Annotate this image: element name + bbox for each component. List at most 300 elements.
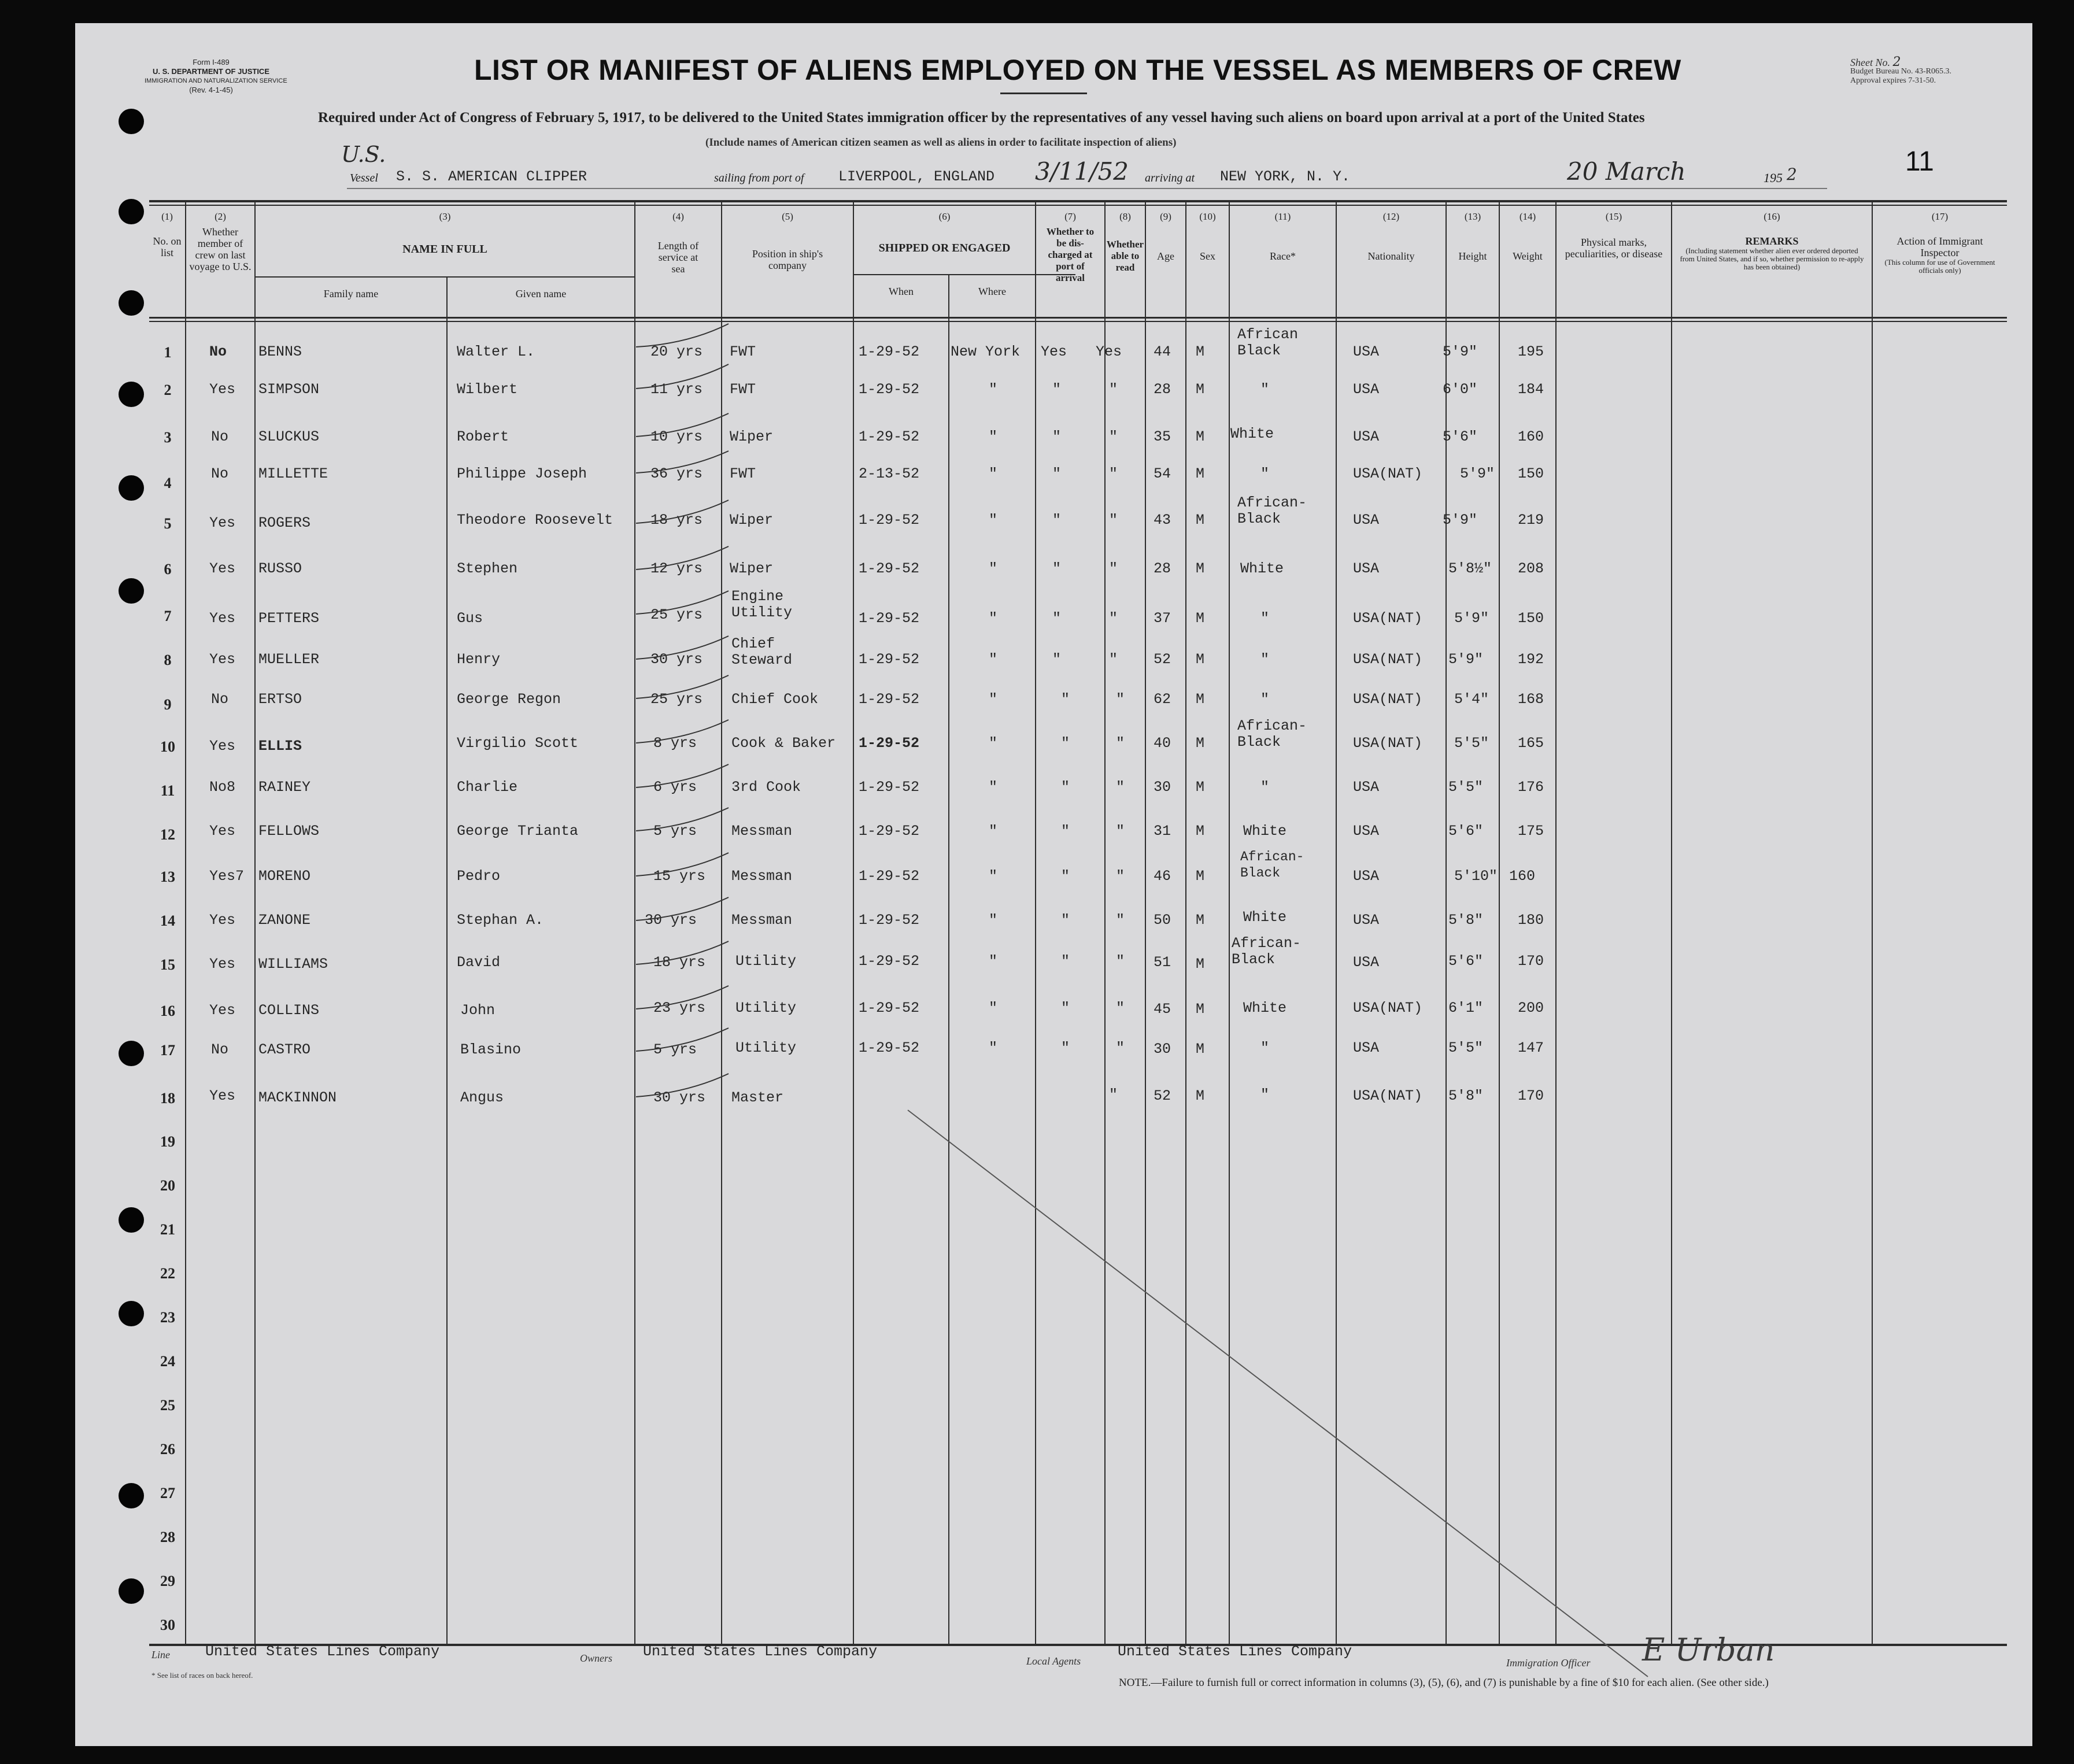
cell-family: SIMPSON	[258, 381, 320, 398]
cell-nationality: USA	[1353, 428, 1380, 445]
cell-service: 8 yrs	[653, 735, 697, 752]
row-number: 12	[160, 826, 175, 843]
cell-height: 5'9"	[1454, 610, 1489, 627]
cell-weight: 192	[1518, 651, 1544, 668]
cell-given: Stephen	[457, 560, 518, 577]
cell-race: African-Black	[1232, 935, 1302, 968]
cell-height: 5'9"	[1460, 465, 1495, 482]
cell-weight: 165	[1518, 735, 1544, 752]
cell-when: 1-29-52	[859, 651, 920, 668]
cell-given: John	[460, 1002, 496, 1019]
cell-voyage: Yes	[209, 1002, 236, 1019]
cell-given: Blasino	[460, 1041, 522, 1058]
col-label: Whether able to read	[1106, 239, 1144, 273]
port-from: LIVERPOOL, ENGLAND	[838, 168, 995, 185]
cell-service: 30 yrs	[645, 912, 697, 929]
cell-service: 18 yrs	[650, 512, 703, 528]
col-num: (15)	[1605, 211, 1622, 222]
cell-family: RAINEY	[258, 779, 311, 796]
cell-family: ROGERS	[258, 515, 311, 531]
cell-sex: M	[1196, 912, 1205, 929]
cell-height: 5'9"	[1448, 651, 1484, 668]
col-num: (12)	[1382, 211, 1400, 222]
cell-height: 5'9"	[1443, 512, 1478, 528]
col-num: (5)	[782, 211, 793, 222]
row-number: 23	[160, 1309, 175, 1326]
row-number: 4	[164, 475, 172, 491]
cell-race: African-Black	[1237, 494, 1307, 527]
col-label: No. on list	[153, 235, 182, 258]
row-number: 13	[160, 868, 175, 885]
cell-nationality: USA	[1353, 779, 1380, 796]
cell-discharged: "	[1052, 381, 1062, 398]
cell-given: David	[457, 954, 501, 971]
cell-age: 28	[1154, 560, 1171, 577]
cell-race: "	[1260, 610, 1270, 627]
agents-value: United States Lines Company	[1118, 1643, 1352, 1660]
cell-discharged: "	[1052, 465, 1062, 482]
cell-where: "	[989, 560, 998, 577]
page-title: LIST OR MANIFEST OF ALIENS EMPLOYED ON THE VESSEL AS MEMBERS OF CREW	[474, 54, 1681, 86]
row-number: 9	[164, 696, 172, 713]
cell-family: ELLIS	[258, 738, 302, 755]
cell-given: Wilbert	[457, 381, 518, 398]
cell-height: 5'9"	[1443, 343, 1478, 360]
budget-bureau: Budget Bureau No. 43-R065.3.	[1850, 67, 1951, 76]
cell-when: 1-29-52	[859, 1040, 920, 1056]
cell-read: "	[1116, 779, 1125, 796]
cell-voyage: Yes	[209, 912, 236, 929]
agents-label: Local Agents	[1026, 1655, 1081, 1667]
col-sub-family: Family name	[323, 288, 379, 299]
sailing-label: sailing from port of	[714, 172, 804, 184]
cell-voyage: Yes	[209, 738, 236, 755]
cell-when: 1-29-52	[859, 381, 920, 398]
cell-weight: 147	[1518, 1040, 1544, 1056]
cell-position: 3rd Cook	[731, 779, 801, 796]
service-name: IMMIGRATION AND NATURALIZATION SERVICE	[145, 77, 287, 84]
row-number: 24	[160, 1353, 175, 1370]
cell-discharged: "	[1061, 779, 1070, 796]
cell-height: 5'8½"	[1448, 560, 1492, 577]
cell-voyage: Yes	[209, 651, 236, 668]
cell-race: White	[1240, 560, 1284, 577]
cell-age: 31	[1154, 823, 1171, 840]
cell-age: 28	[1154, 381, 1171, 398]
cell-height: 6'1"	[1448, 1000, 1484, 1016]
cell-service: 10 yrs	[650, 428, 703, 445]
cell-position: Messman	[731, 868, 793, 885]
cell-position: Messman	[731, 912, 793, 929]
cell-age: 50	[1154, 912, 1171, 929]
cell-weight: 150	[1518, 610, 1544, 627]
cell-service: 30 yrs	[650, 651, 703, 668]
page-number: 11	[1905, 146, 1934, 177]
cell-race: White	[1230, 426, 1274, 442]
cell-voyage: No8	[209, 779, 236, 796]
cell-where: New York	[951, 343, 1021, 360]
cell-position: Utility	[735, 953, 797, 970]
cell-given: Philippe Joseph	[457, 465, 587, 482]
cell-service: 5 yrs	[653, 823, 697, 840]
cell-race: "	[1260, 651, 1270, 668]
vessel-name: S. S. AMERICAN CLIPPER	[396, 168, 587, 185]
sailing-date: 3/11/52	[1035, 157, 1129, 186]
cell-given: Robert	[457, 428, 509, 445]
row-number: 18	[160, 1090, 175, 1107]
col-label: Nationality	[1367, 250, 1415, 262]
cell-read: "	[1109, 512, 1118, 528]
cell-position: Wiper	[730, 512, 774, 528]
cell-where: "	[989, 1000, 998, 1016]
col-label: Whether to be dis-charged at port of arrival	[1046, 226, 1095, 283]
cell-voyage: Yes	[209, 610, 236, 627]
row-number: 3	[164, 429, 172, 446]
cell-service: 30 yrs	[653, 1089, 706, 1106]
cell-family: RUSSO	[258, 560, 302, 577]
cell-discharged: "	[1061, 868, 1070, 885]
cell-given: Charlie	[457, 779, 518, 796]
cell-race: White	[1243, 909, 1287, 926]
cell-when: 1-29-52	[859, 912, 920, 929]
cell-voyage: Yes	[209, 956, 236, 972]
cell-position: Chief Cook	[731, 691, 819, 708]
cell-when: 1-29-52	[859, 512, 920, 528]
cell-weight: 160	[1518, 428, 1544, 445]
cell-voyage: No	[211, 691, 229, 708]
cell-height: 5'5"	[1454, 735, 1489, 752]
cell-service: 11 yrs	[650, 381, 703, 398]
cell-read: "	[1116, 953, 1125, 970]
cell-weight: 150	[1518, 465, 1544, 482]
row-number: 14	[160, 912, 175, 929]
col-sub-where: Where	[978, 286, 1006, 297]
cell-given: Henry	[457, 651, 501, 668]
cell-sex: M	[1196, 465, 1205, 482]
col-label: REMARKS	[1745, 235, 1799, 247]
cell-sex: M	[1196, 512, 1205, 528]
col-note: (This column for use of Government officials only)	[1884, 258, 1995, 275]
cell-nationality: USA(NAT)	[1353, 465, 1423, 482]
cell-when: 1-29-52	[859, 823, 920, 840]
cell-age: 51	[1154, 954, 1171, 971]
cell-read: "	[1116, 1000, 1125, 1016]
cell-where: "	[989, 512, 998, 528]
cell-voyage: Yes7	[209, 868, 245, 885]
cell-service: 6 yrs	[653, 779, 697, 796]
cell-where: "	[989, 428, 998, 445]
row-number: 8	[164, 652, 172, 668]
cell-position: FWT	[730, 381, 756, 398]
row-number: 26	[160, 1441, 175, 1458]
cell-discharged: "	[1061, 691, 1070, 708]
cell-age: 30	[1154, 779, 1171, 796]
cell-race: "	[1260, 381, 1270, 398]
cell-family: BENNS	[258, 343, 302, 360]
cell-where: "	[989, 381, 998, 398]
cell-service: 23 yrs	[653, 1000, 706, 1016]
cell-discharged: "	[1052, 428, 1062, 445]
cell-discharged: "	[1052, 651, 1062, 668]
cell-family: MUELLER	[258, 651, 320, 668]
col-label: Whether member of crew on last voyage to U.S.	[189, 226, 252, 272]
cell-race: African-Black	[1240, 849, 1304, 881]
cell-voyage: No	[211, 1041, 229, 1058]
cell-nationality: USA	[1353, 823, 1380, 840]
cell-nationality: USA(NAT)	[1353, 691, 1423, 708]
col-num: (6)	[938, 211, 951, 222]
cell-sex: M	[1196, 1041, 1205, 1057]
col-num: (1)	[161, 211, 173, 222]
cell-family: MILLETTE	[258, 465, 328, 482]
cell-position: Chief Steward	[731, 635, 793, 668]
cell-sex: M	[1196, 823, 1205, 840]
row-number: 15	[160, 956, 175, 973]
cell-family: MACKINNON	[258, 1089, 337, 1106]
cell-where: "	[989, 1040, 998, 1056]
col-label: Action of Immigrant Inspector	[1896, 235, 1983, 258]
cell-discharged: "	[1061, 912, 1070, 929]
officer-label: Immigration Officer	[1506, 1657, 1591, 1669]
row-number: 28	[160, 1529, 175, 1545]
cell-nationality: USA(NAT)	[1353, 610, 1423, 627]
cell-nationality: USA	[1353, 560, 1380, 577]
cell-sex: M	[1196, 1001, 1205, 1018]
cell-discharged: "	[1061, 735, 1070, 752]
cell-discharged: "	[1061, 823, 1070, 840]
col-num: (3)	[439, 211, 451, 222]
line-label: Line	[151, 1649, 171, 1661]
sheet-label: Sheet No.	[1850, 57, 1890, 68]
cell-sex: M	[1196, 868, 1205, 885]
cell-when: 1-29-52	[859, 735, 920, 752]
cell-nationality: USA(NAT)	[1353, 735, 1423, 752]
cell-sex: M	[1196, 651, 1205, 668]
cell-read: "	[1116, 735, 1125, 752]
cell-sex: M	[1196, 735, 1205, 752]
cell-discharged: "	[1052, 560, 1062, 577]
cell-position: Wiper	[730, 428, 774, 445]
cell-family: FELLOWS	[258, 823, 320, 840]
cell-race: "	[1260, 779, 1270, 796]
cell-sex: M	[1196, 691, 1205, 708]
cell-height: 5'5"	[1448, 779, 1484, 796]
cell-height: 5'10"	[1454, 868, 1498, 885]
arriving-label: arriving at	[1145, 172, 1195, 184]
department-name: U. S. DEPARTMENT OF JUSTICE	[153, 67, 269, 76]
cell-weight: 200	[1518, 1000, 1544, 1016]
vessel-prefix-handwritten: U.S.	[341, 142, 386, 167]
cell-discharged: Yes	[1041, 343, 1067, 360]
cell-given: George Regon	[457, 691, 561, 708]
cell-given: Stephan A.	[457, 912, 544, 929]
race-note: * See list of races on back hereof.	[151, 1671, 253, 1680]
owners-value: United States Lines Company	[643, 1643, 878, 1660]
cell-voyage: No	[211, 465, 229, 482]
cell-service: 15 yrs	[653, 868, 706, 885]
cell-sex: M	[1196, 343, 1205, 360]
cell-when: 1-29-52	[859, 691, 920, 708]
cell-read: "	[1109, 465, 1118, 482]
cell-nationality: USA	[1353, 381, 1380, 398]
cell-when: 1-29-52	[859, 610, 920, 627]
col-label: Race*	[1270, 250, 1296, 262]
cell-discharged: "	[1061, 1040, 1070, 1056]
cell-nationality: USA	[1353, 343, 1380, 360]
cell-age: 37	[1154, 610, 1171, 627]
cell-position: Master	[731, 1089, 784, 1106]
cell-when: 1-29-52	[859, 868, 920, 885]
cell-age: 45	[1154, 1001, 1171, 1018]
cell-sex: M	[1196, 779, 1205, 796]
cell-voyage: Yes	[209, 515, 236, 531]
cell-sex: M	[1196, 560, 1205, 577]
col-label: Position in ship's company	[752, 248, 823, 271]
col-sub-when: When	[889, 286, 914, 297]
cell-family: WILLIAMS	[258, 956, 328, 972]
cell-given: Angus	[460, 1089, 504, 1106]
cell-weight: 160	[1509, 868, 1536, 885]
col-num: (8)	[1119, 211, 1131, 222]
cell-weight: 168	[1518, 691, 1544, 708]
cell-family: CASTRO	[258, 1041, 311, 1058]
cell-family: MORENO	[258, 868, 311, 885]
cell-read: "	[1116, 912, 1125, 929]
row-number: 6	[164, 561, 172, 578]
cell-when: 1-29-52	[859, 1000, 920, 1016]
cell-given: Pedro	[457, 868, 501, 885]
cell-height: 5'6"	[1448, 953, 1484, 970]
col-num: (17)	[1931, 211, 1949, 222]
col-num: (7)	[1064, 211, 1076, 222]
cell-read: "	[1116, 823, 1125, 840]
cell-read: "	[1109, 651, 1118, 668]
sheet-number: 2	[1892, 55, 1901, 69]
col-label: Weight	[1513, 250, 1543, 262]
cell-when: 1-29-52	[859, 779, 920, 796]
cell-sex: M	[1196, 610, 1205, 627]
cell-nationality: USA(NAT)	[1353, 1088, 1423, 1104]
cell-voyage: No	[209, 343, 227, 360]
col-label: Sex	[1200, 250, 1215, 262]
cell-position: Wiper	[730, 560, 774, 577]
cell-given: Virgilio Scott	[457, 735, 579, 752]
cell-service: 25 yrs	[650, 607, 703, 623]
subtitle: Required under Act of Congress of February 5, 1917, to be delivered to the United States immigration officer by the representatives of any vessel having such aliens on board upon arrival at a port of the United States	[318, 110, 1645, 125]
cell-weight: 170	[1518, 953, 1544, 970]
cell-position: FWT	[730, 465, 756, 482]
subnote: (Include names of American citizen seamen as well as aliens in order to facilitate inspection of aliens)	[705, 136, 1177, 149]
cell-read: "	[1116, 1040, 1125, 1056]
col-num: (9)	[1160, 211, 1171, 222]
col-num: (2)	[215, 211, 226, 222]
cell-age: 54	[1154, 465, 1171, 482]
col-label: NAME IN FULL	[402, 243, 487, 256]
cell-height: 6'0"	[1443, 381, 1478, 398]
cell-read: "	[1109, 381, 1118, 398]
cell-when: 2-13-52	[859, 465, 920, 482]
row-number: 1	[164, 344, 172, 361]
col-num: (11)	[1274, 211, 1291, 222]
cell-voyage: No	[211, 428, 229, 445]
row-number: 25	[160, 1397, 175, 1414]
cell-discharged: "	[1052, 610, 1062, 627]
cell-when: 1-29-52	[859, 560, 920, 577]
row-number: 21	[160, 1221, 175, 1238]
form-number: Form I-489	[193, 58, 230, 66]
cell-where: "	[989, 610, 998, 627]
year-suffix: 2	[1787, 165, 1797, 184]
col-num: (14)	[1519, 211, 1536, 222]
cell-where: "	[989, 779, 998, 796]
cell-family: SLUCKUS	[258, 428, 320, 445]
row-number: 17	[160, 1042, 175, 1059]
col-label: Height	[1458, 250, 1487, 262]
cell-age: 35	[1154, 428, 1171, 445]
col-sub-given: Given name	[515, 288, 567, 299]
owners-label: Owners	[580, 1652, 613, 1664]
cell-voyage: Yes	[209, 560, 236, 577]
cell-weight: 219	[1518, 512, 1544, 528]
cell-read: "	[1109, 1086, 1118, 1103]
cell-race: African Black	[1237, 326, 1299, 359]
cell-where: "	[989, 691, 998, 708]
row-number: 20	[160, 1177, 175, 1194]
cell-height: 5'8"	[1448, 912, 1484, 929]
cell-where: "	[989, 912, 998, 929]
cell-nationality: USA	[1353, 912, 1380, 929]
year-prefix: 195	[1764, 171, 1783, 185]
cell-where: "	[989, 953, 998, 970]
cell-race: White	[1243, 1000, 1287, 1016]
cell-weight: 195	[1518, 343, 1544, 360]
cell-service: 12 yrs	[650, 560, 703, 577]
cell-position: Utility	[735, 1000, 797, 1016]
cell-sex: M	[1196, 956, 1205, 972]
cell-age: 46	[1154, 868, 1171, 885]
cell-when: 1-29-52	[859, 953, 920, 970]
fine-note: NOTE.—Failure to furnish full or correct information in columns (3), (5), (6), and (7) is punishable by a fine of $10 for each alien. (See other side.)	[1119, 1677, 1769, 1689]
cell-position: Engine Utility	[731, 588, 793, 621]
cell-read: "	[1109, 428, 1118, 445]
row-number: 22	[160, 1265, 175, 1282]
cell-service: 5 yrs	[653, 1041, 697, 1058]
row-number: 16	[160, 1003, 175, 1019]
cell-race: White	[1243, 823, 1287, 840]
cell-voyage: Yes	[209, 381, 236, 398]
cell-voyage: Yes	[209, 1088, 236, 1104]
cell-nationality: USA(NAT)	[1353, 651, 1423, 668]
cell-given: Theodore Roosevelt	[457, 512, 613, 528]
cell-position: FWT	[730, 343, 756, 360]
cell-race: African-Black	[1237, 718, 1307, 750]
cell-race: "	[1260, 1086, 1270, 1103]
cell-nationality: USA	[1353, 512, 1380, 528]
vessel-label: Vessel	[350, 172, 378, 184]
cell-race: "	[1260, 1040, 1270, 1056]
cell-position: Utility	[735, 1040, 797, 1056]
cell-age: 43	[1154, 512, 1171, 528]
cell-discharged: "	[1061, 953, 1070, 970]
cell-read: "	[1109, 560, 1118, 577]
row-number: 2	[164, 382, 172, 398]
cell-when: 1-29-52	[859, 428, 920, 445]
cell-race: "	[1260, 691, 1270, 708]
cell-read: Yes	[1096, 343, 1122, 360]
cell-height: 5'6"	[1443, 428, 1478, 445]
cell-where: "	[989, 868, 998, 885]
cell-height: 5'5"	[1448, 1040, 1484, 1056]
